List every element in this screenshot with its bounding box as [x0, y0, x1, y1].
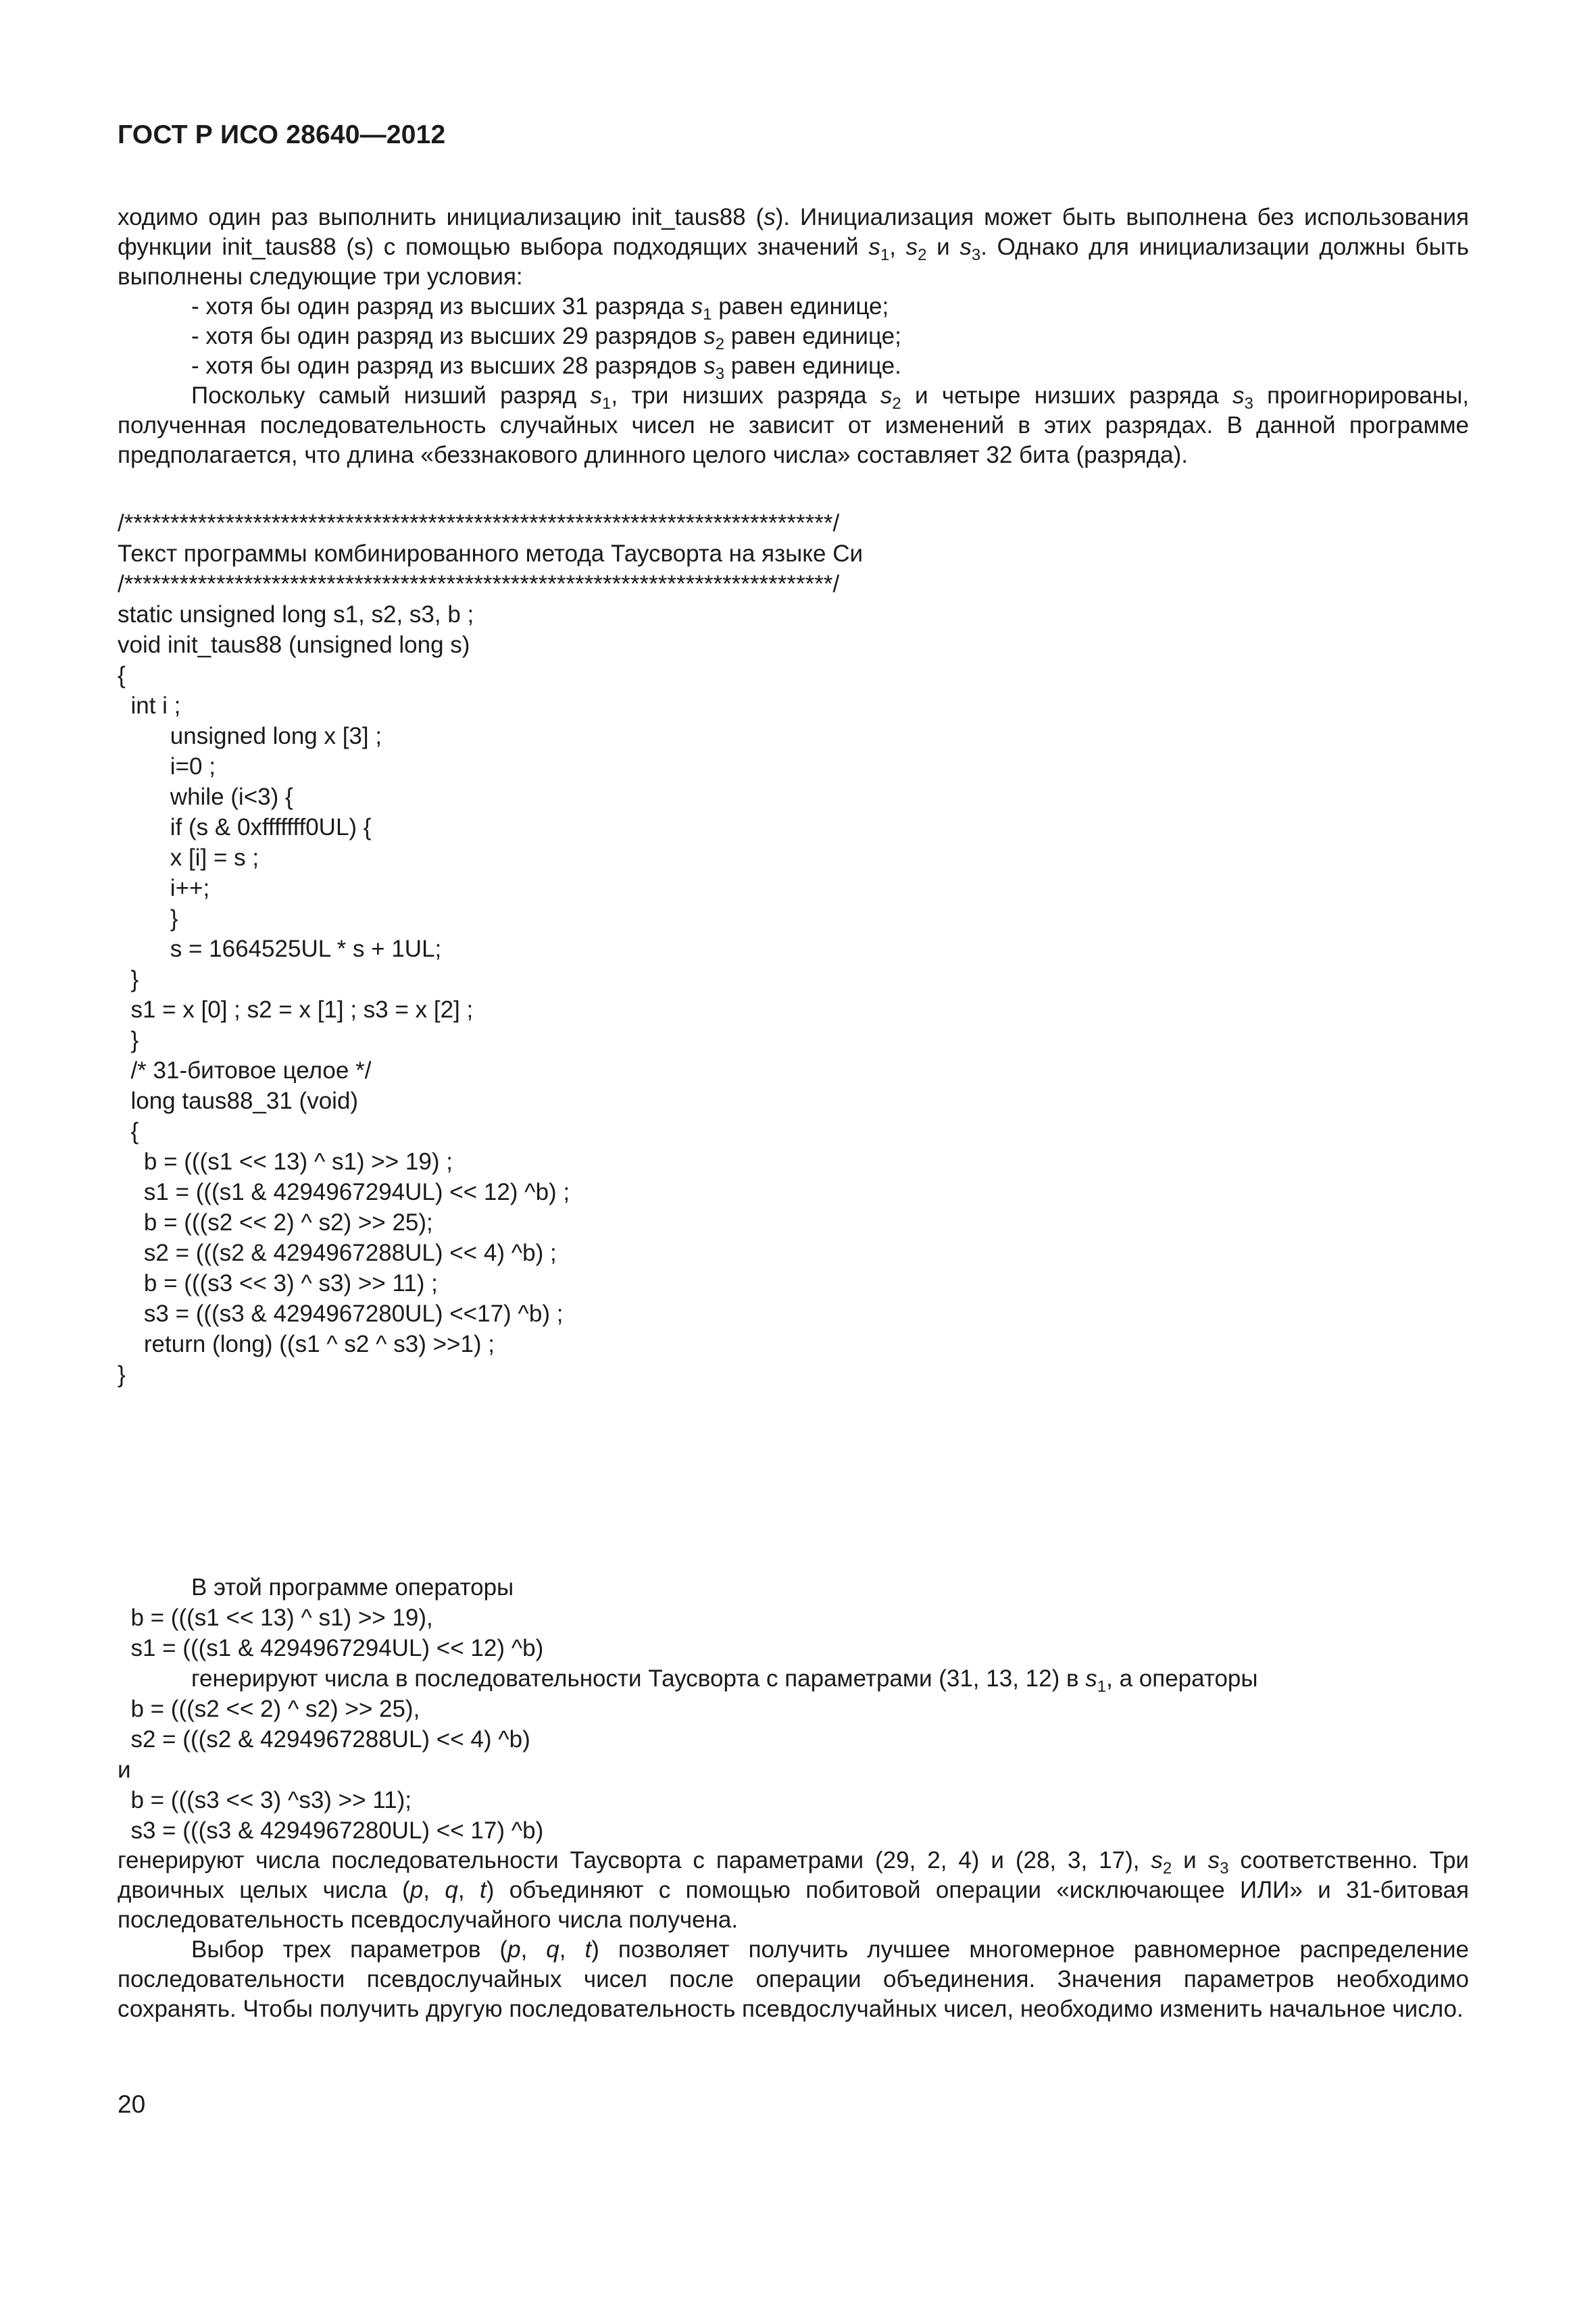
closing-paragraph-2: Выбор трех параметров (p, q, t) позволяет получить лучшее многомерное равномерное распределение последовательности псевдослучайных чисел после операции объединения. Значения параметров необходимо сохранять. Чтобы получить другую последовательность псевдослучайных чисел, необходимо изменить начальное число.: [118, 1936, 1469, 2022]
document-header: ГОСТ Р ИСО 28640—2012: [118, 120, 446, 149]
operator-line: s3 = (((s3 & 4294967280UL) << 17) ^b): [118, 1817, 544, 1844]
code-line: unsigned long x [3] ;: [118, 723, 382, 749]
conjunction: и: [118, 1757, 131, 1783]
code-line: b = (((s1 << 13) ^ s1) >> 19) ;: [118, 1149, 453, 1175]
intro-paragraph: ходимо один раз выполнить инициализацию init_taus88 (s). Инициализация может быть выполнена без использования функции init_taus88 (s) с помощью выбора подходящих значений $s_1$, $s_2$ и $s_3$. Однако для инициализации должны быть выполнены следующие три условия:: [118, 204, 1469, 290]
code-line: x [i] = s ;: [118, 845, 259, 871]
code-line: i=0 ;: [118, 753, 216, 780]
code-line: }: [118, 1361, 126, 1388]
code-line: Текст программы комбинированного метода Таусворта на языке Си: [118, 540, 864, 567]
code-line: static unsigned long s1, s2, s3, b ;: [118, 601, 474, 628]
explanation-section: [118, 1572, 1258, 1846]
code-line: {: [118, 662, 126, 688]
code-line: /*****************************************************************************/: [118, 571, 840, 597]
code-line: /* 31-битовое целое */: [118, 1057, 372, 1084]
intro-section: [118, 203, 1469, 470]
code-line: s = 1664525UL * s + 1UL;: [118, 936, 442, 962]
code-line: s2 = (((s2 & 4294967288UL) << 4) ^b) ;: [118, 1240, 557, 1266]
operator-line: s2 = (((s2 & 4294967288UL) << 4) ^b): [118, 1726, 530, 1753]
operator-line: b = (((s1 << 13) ^ s1) >> 19),: [118, 1605, 433, 1631]
code-line: }: [118, 905, 178, 932]
explanation-intro: В этой программе операторы: [191, 1574, 514, 1601]
explanation-mid: генерируют числа в последовательности Таусворта с параметрами (31, 13, 12) в $s_1$, а операторы: [191, 1665, 1258, 1696]
code-line: s1 = (((s1 & 4294967294UL) << 12) ^b) ;: [118, 1179, 570, 1205]
code-line: void init_taus88 (unsigned long s): [118, 632, 470, 658]
condition-item: - хотя бы один разряд из высших 28 разрядов $s_3$ равен единице.: [191, 353, 901, 383]
code-line: int i ;: [118, 693, 181, 719]
code-line: }: [118, 966, 139, 992]
operator-line: b = (((s3 << 3) ^s3) >> 11);: [118, 1787, 412, 1813]
code-line: i++;: [118, 875, 210, 901]
code-line: /*****************************************************************************/: [118, 510, 840, 536]
code-line: long taus88_31 (void): [118, 1088, 359, 1114]
operator-line: s1 = (((s1 & 4294967294UL) << 12) ^b): [118, 1635, 544, 1661]
intro-paragraph-2: Поскольку самый низший разряд $s_1$, три низших разряда $s_2$ и четыре низших разряда $s_3$ проигнорированы, полученная последовательность случайных чисел не зависит от изменений в этих разрядах. В данной программе предполагается, что длина «беззнакового длинного целого числа» составляет 32 бита (разряда).: [118, 382, 1469, 468]
code-line: {: [118, 1118, 139, 1145]
condition-item: - хотя бы один разряд из высших 31 разряда $s_1$ равен единице;: [191, 293, 889, 324]
code-line: s3 = (((s3 & 4294967280UL) <<17) ^b) ;: [118, 1301, 564, 1327]
code-line: if (s & 0xfffffff0UL) {: [118, 814, 372, 840]
code-line: b = (((s2 << 2) ^ s2) >> 25);: [118, 1209, 433, 1236]
code-line: }: [118, 1027, 139, 1053]
code-line: return (long) ((s1 ^ s2 ^ s3) >>1) ;: [118, 1331, 495, 1357]
condition-item: - хотя бы один разряд из высших 29 разрядов $s_2$ равен единице;: [191, 323, 901, 353]
code-line: while (i<3) {: [118, 784, 293, 810]
code-listing: [118, 508, 863, 1390]
code-line: s1 = x [0] ; s2 = x [1] ; s3 = x [2] ;: [118, 997, 474, 1023]
code-line: b = (((s3 << 3) ^ s3) >> 11) ;: [118, 1270, 438, 1297]
operator-line: b = (((s2 << 2) ^ s2) >> 25),: [118, 1696, 420, 1722]
closing-section: [118, 1846, 1469, 2024]
page-number: 20: [118, 2090, 146, 2118]
closing-paragraph: генерируют числа последовательности Таусворта с параметрами (29, 2, 4) и (28, 3, 17), $s_2$ и $s_3$ соответственно. Три двоичных целых числа (p, q, t) объединяют с помощью побитовой операции «исключающее ИЛИ» и 31-битовая последовательность псевдослучайного числа получена.: [118, 1847, 1469, 1933]
